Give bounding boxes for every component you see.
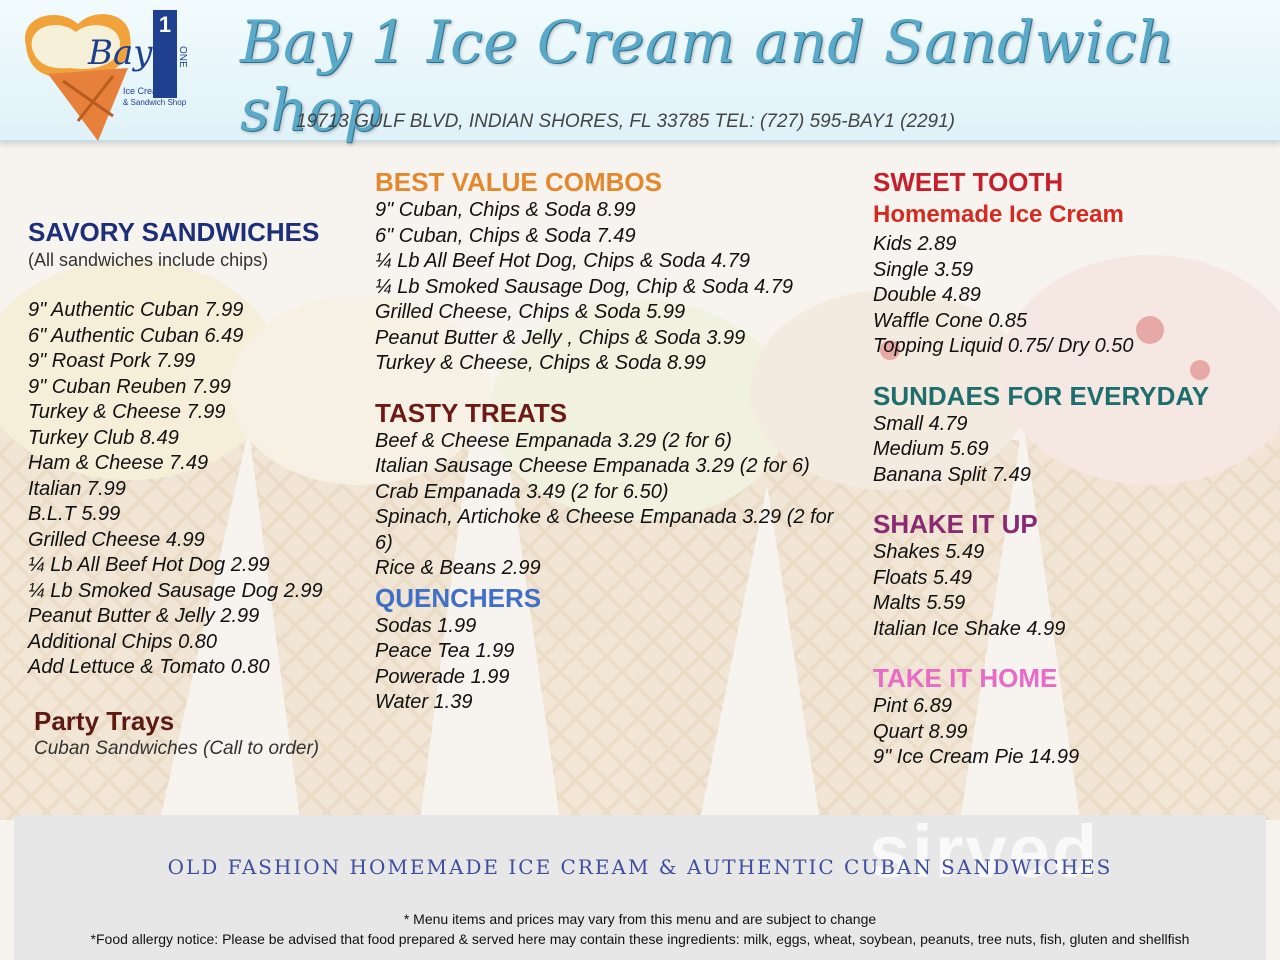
menu-item: Topping Liquid 0.75/ Dry 0.50 [873, 335, 1134, 357]
menu-item: 6" Authentic Cuban 6.49 [28, 324, 244, 347]
menu-item: Additional Chips 0.80 [28, 630, 218, 653]
menu-item: Shakes 5.49 [873, 541, 985, 563]
section-title-takehome: TAKE IT HOME [873, 663, 1058, 693]
menu-item: Medium 5.69 [873, 438, 989, 460]
menu-item: Add Lettuce & Tomato 0.80 [28, 656, 270, 678]
menu-item: Grilled Cheese, Chips & Soda 5.99 [375, 301, 686, 323]
menu-item: Water 1.39 [375, 691, 473, 713]
menu-item: Peanut Butter & Jelly , Chips & Soda 3.99 [375, 326, 746, 349]
bay1-logo [18, 6, 193, 141]
menu-item: Powerade 1.99 [375, 665, 510, 688]
section-title-savory: SAVORY SANDWICHES [28, 217, 320, 247]
section-title-shake: SHAKE IT UP [873, 509, 1038, 539]
column-savory [28, 216, 368, 761]
logo-tag2: & Sandwich Shop [123, 98, 187, 107]
column-sweet [873, 166, 1233, 771]
menu-item: Italian Sausage Cheese Empanada 3.29 (2 for 6) [375, 455, 810, 477]
section-title-best: BEST VALUE COMBOS [375, 167, 662, 197]
menu-item: ¼ Lb All Beef Hot Dog, Chips & Soda 4.79 [375, 250, 751, 272]
section-subtitle-party: Cuban Sandwiches (Call to order) [34, 737, 320, 759]
section-title-sundaes: SUNDAES FOR EVERYDAY [873, 380, 1210, 411]
menu-item: B.L.T 5.99 [28, 503, 121, 525]
menu-item: Small 4.79 [873, 412, 968, 435]
menu-item: Peanut Butter & Jelly 2.99 [28, 605, 260, 627]
menu-item: Turkey & Cheese 7.99 [28, 401, 226, 423]
menu-item: Malts 5.59 [873, 592, 966, 614]
menu-item: Grilled Cheese 4.99 [28, 528, 205, 551]
menu-item: Italian Ice Shake 4.99 [873, 617, 1066, 640]
logo-vertical: ONE [177, 46, 188, 68]
menu-item: 9" Cuban, Chips & Soda 8.99 [375, 199, 636, 221]
menu-item: Turkey & Cheese, Chips & Soda 8.99 [375, 352, 706, 374]
menu-item: Sodas 1.99 [375, 614, 477, 637]
menu-item: Ham & Cheese 7.49 [28, 452, 209, 474]
sirved-watermark: sirved [869, 810, 1100, 893]
menu-item: ¼ Lb Smoked Sausage Dog 2.99 [28, 579, 323, 602]
section-subtitle-sweet: Homemade Ice Cream [873, 201, 1124, 228]
menu-item: Italian 7.99 [28, 477, 126, 500]
address-line: 19713 GULF BLVD, INDIAN SHORES, FL 33785 TEL: (727) 595-BAY1 (2291) [296, 111, 955, 132]
menu-item: 6" Cuban, Chips & Soda 7.49 [375, 224, 636, 247]
section-subtitle-savory: (All sandwiches include chips) [28, 250, 269, 270]
menu-item: ¼ Lb Smoked Sausage Dog, Chip & Soda 4.79 [375, 275, 794, 298]
section-title-sweet: SWEET TOOTH [873, 167, 1064, 197]
section-title-tasty: TASTY TREATS [375, 397, 568, 428]
menu-item: 9" Ice Cream Pie 14.99 [873, 746, 1080, 768]
footer-banner [14, 810, 1266, 960]
logo-tag1: Ice Cream [123, 86, 165, 96]
menu-item: 9" Authentic Cuban 7.99 [28, 299, 244, 321]
menu-item: Pint 6.89 [873, 695, 952, 717]
logo-number: 1 [158, 12, 172, 37]
section-title-party: Party Trays [34, 705, 175, 736]
allergy-notice: *Food allergy notice: Please be advised that food prepared & served here may contain these ingredients: milk, eggs, wheat, soybean, peanuts, tree nuts, fish, gluten and shellfish [90, 931, 1190, 947]
menu-item: Rice & Beans 2.99 [375, 557, 541, 579]
menu-item: Waffle Cone 0.85 [873, 309, 1028, 332]
column-combos [375, 166, 845, 716]
menu-item: Double 4.89 [873, 284, 981, 306]
menu-item: Beef & Cheese Empanada 3.29 (2 for 6) [375, 429, 732, 452]
menu-item: Banana Split 7.49 [873, 463, 1031, 486]
logo-brand: Bay [88, 33, 153, 73]
menu-item: 9" Roast Pork 7.99 [28, 350, 196, 372]
header-banner [0, 0, 1280, 142]
menu-item: Crab Empanada 3.49 (2 for 6.50) [375, 480, 669, 503]
menu-item: Single 3.59 [873, 258, 974, 281]
menu-item: Turkey Club 8.49 [28, 426, 179, 449]
page-title: Bay 1 Ice Cream and Sandwich shop [240, 8, 1175, 144]
menu-item: ¼ Lb All Beef Hot Dog 2.99 [28, 554, 270, 576]
menu-item: Peace Tea 1.99 [375, 640, 515, 662]
menu-item: Floats 5.49 [873, 566, 972, 589]
price-notice: * Menu items and prices may vary from this menu and are subject to change [403, 911, 877, 927]
section-title-quenchers: QUENCHERS [375, 582, 542, 613]
slogan: OLD FASHION HOMEMADE ICE CREAM & AUTHENTIC CUBAN SANDWICHES [167, 855, 1113, 879]
menu-item: Spinach, Artichoke & Cheese Empanada 3.29 (2 for 6) [375, 506, 834, 554]
menu-item: Quart 8.99 [873, 720, 968, 743]
menu-item: Kids 2.89 [873, 233, 957, 255]
menu-item: 9" Cuban Reuben 7.99 [28, 375, 231, 398]
